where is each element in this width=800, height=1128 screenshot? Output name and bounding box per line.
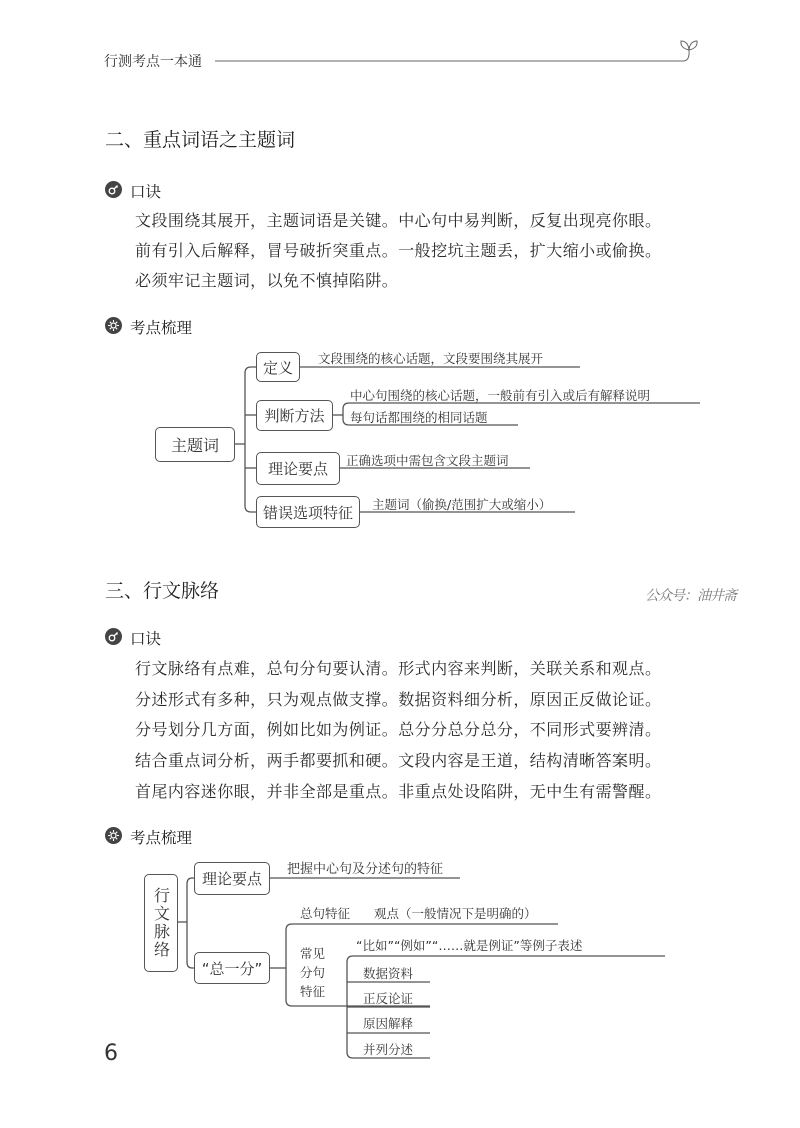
mindmap-note: 主题词（偷换/范围扩大或缩小） bbox=[372, 497, 552, 512]
sub-sentence-label bbox=[300, 944, 325, 1001]
mindmap-note: 正确选项中需包含文段主题词 bbox=[346, 453, 509, 468]
mindmap-note: 中心句围绕的核心话题，一般前有引入或后有解释说明 bbox=[350, 388, 651, 403]
mindmap-branch-definition: 定义 bbox=[256, 352, 300, 382]
label-line: 常见 bbox=[300, 946, 326, 961]
outline-heading: 考点梳理 bbox=[130, 319, 193, 337]
sun-icon bbox=[105, 317, 122, 334]
page-number: 6 bbox=[104, 1041, 118, 1066]
sub-sentence-item: 数据资料 bbox=[363, 966, 414, 981]
section-title: 三、行文脉络 bbox=[105, 580, 220, 602]
section-title: 二、重点词语之主题词 bbox=[105, 129, 296, 151]
mindmap-branch-theory: 理论要点 bbox=[256, 452, 340, 485]
mnemonic-line: 分述形式有多种，只为观点做支撑。数据资料细分析，原因正反做论证。 bbox=[135, 690, 662, 709]
mnemonic-line: 文段围绕其展开，主题词语是关键。中心句中易判断，反复出现亮你眼。 bbox=[135, 211, 662, 230]
label-line: 分句 bbox=[300, 965, 326, 980]
sub-sentence-item: 正反论证 bbox=[363, 991, 414, 1006]
handwritten-watermark: 公众号：油井斋 bbox=[645, 588, 736, 604]
total-sentence-value: 观点（一般情况下是明确的） bbox=[374, 906, 537, 921]
mindmap-branch-total-sub: “总一分” bbox=[194, 952, 270, 984]
label-line: 特征 bbox=[300, 984, 326, 999]
mindmap-note: 把握中心句及分述句的特征 bbox=[287, 862, 444, 877]
mindmap-branch-wrong-options: 错误选项特征 bbox=[256, 496, 360, 528]
mindmap-root: 主题词 bbox=[155, 427, 235, 462]
mnemonic-heading: 口诀 bbox=[130, 630, 162, 648]
mindmap-note: 文段围绕的核心话题，文段要围绕其展开 bbox=[318, 351, 544, 366]
sub-sentence-item: 原因解释 bbox=[363, 1016, 414, 1031]
key-icon bbox=[105, 181, 122, 198]
running-header: 行测考点一本通 bbox=[104, 54, 202, 70]
mindmap-branch-theory: 理论要点 bbox=[194, 862, 270, 895]
sprout-icon bbox=[681, 41, 697, 61]
mnemonic-line: 行文脉络有点难，总句分句要认清。形式内容来判断，关联关系和观点。 bbox=[135, 659, 662, 678]
sub-sentence-item: “比如”“例如”“……就是例证”等例子表述 bbox=[356, 938, 583, 953]
mnemonic-line: 必须牢记主题词，以免不慎掉陷阱。 bbox=[135, 271, 399, 290]
total-sentence-label: 总句特征 bbox=[300, 906, 351, 921]
mnemonic-heading: 口诀 bbox=[130, 183, 162, 201]
mindmap-root: 行文脉络 bbox=[144, 874, 178, 972]
sun-icon bbox=[105, 827, 122, 844]
mnemonic-line: 分号划分几方面，例如比如为例证。总分分总分总分，不同形式要辨清。 bbox=[135, 720, 662, 739]
mnemonic-line: 结合重点词分析，两手都要抓和硬。文段内容是王道，结构清晰答案明。 bbox=[135, 751, 662, 770]
mnemonic-line: 前有引入后解释，冒号破折突重点。一般挖坑主题丢，扩大缩小或偷换。 bbox=[135, 241, 662, 260]
mindmap-note: 每句话都围绕的相同话题 bbox=[350, 410, 488, 425]
key-icon bbox=[105, 628, 122, 645]
outline-heading: 考点梳理 bbox=[130, 829, 193, 847]
mnemonic-line: 首尾内容迷你眼，并非全部是重点。非重点处设陷阱，无中生有需警醒。 bbox=[135, 782, 662, 801]
mindmap-branch-method: 判断方法 bbox=[256, 400, 333, 431]
sub-sentence-item: 并列分述 bbox=[363, 1042, 414, 1057]
